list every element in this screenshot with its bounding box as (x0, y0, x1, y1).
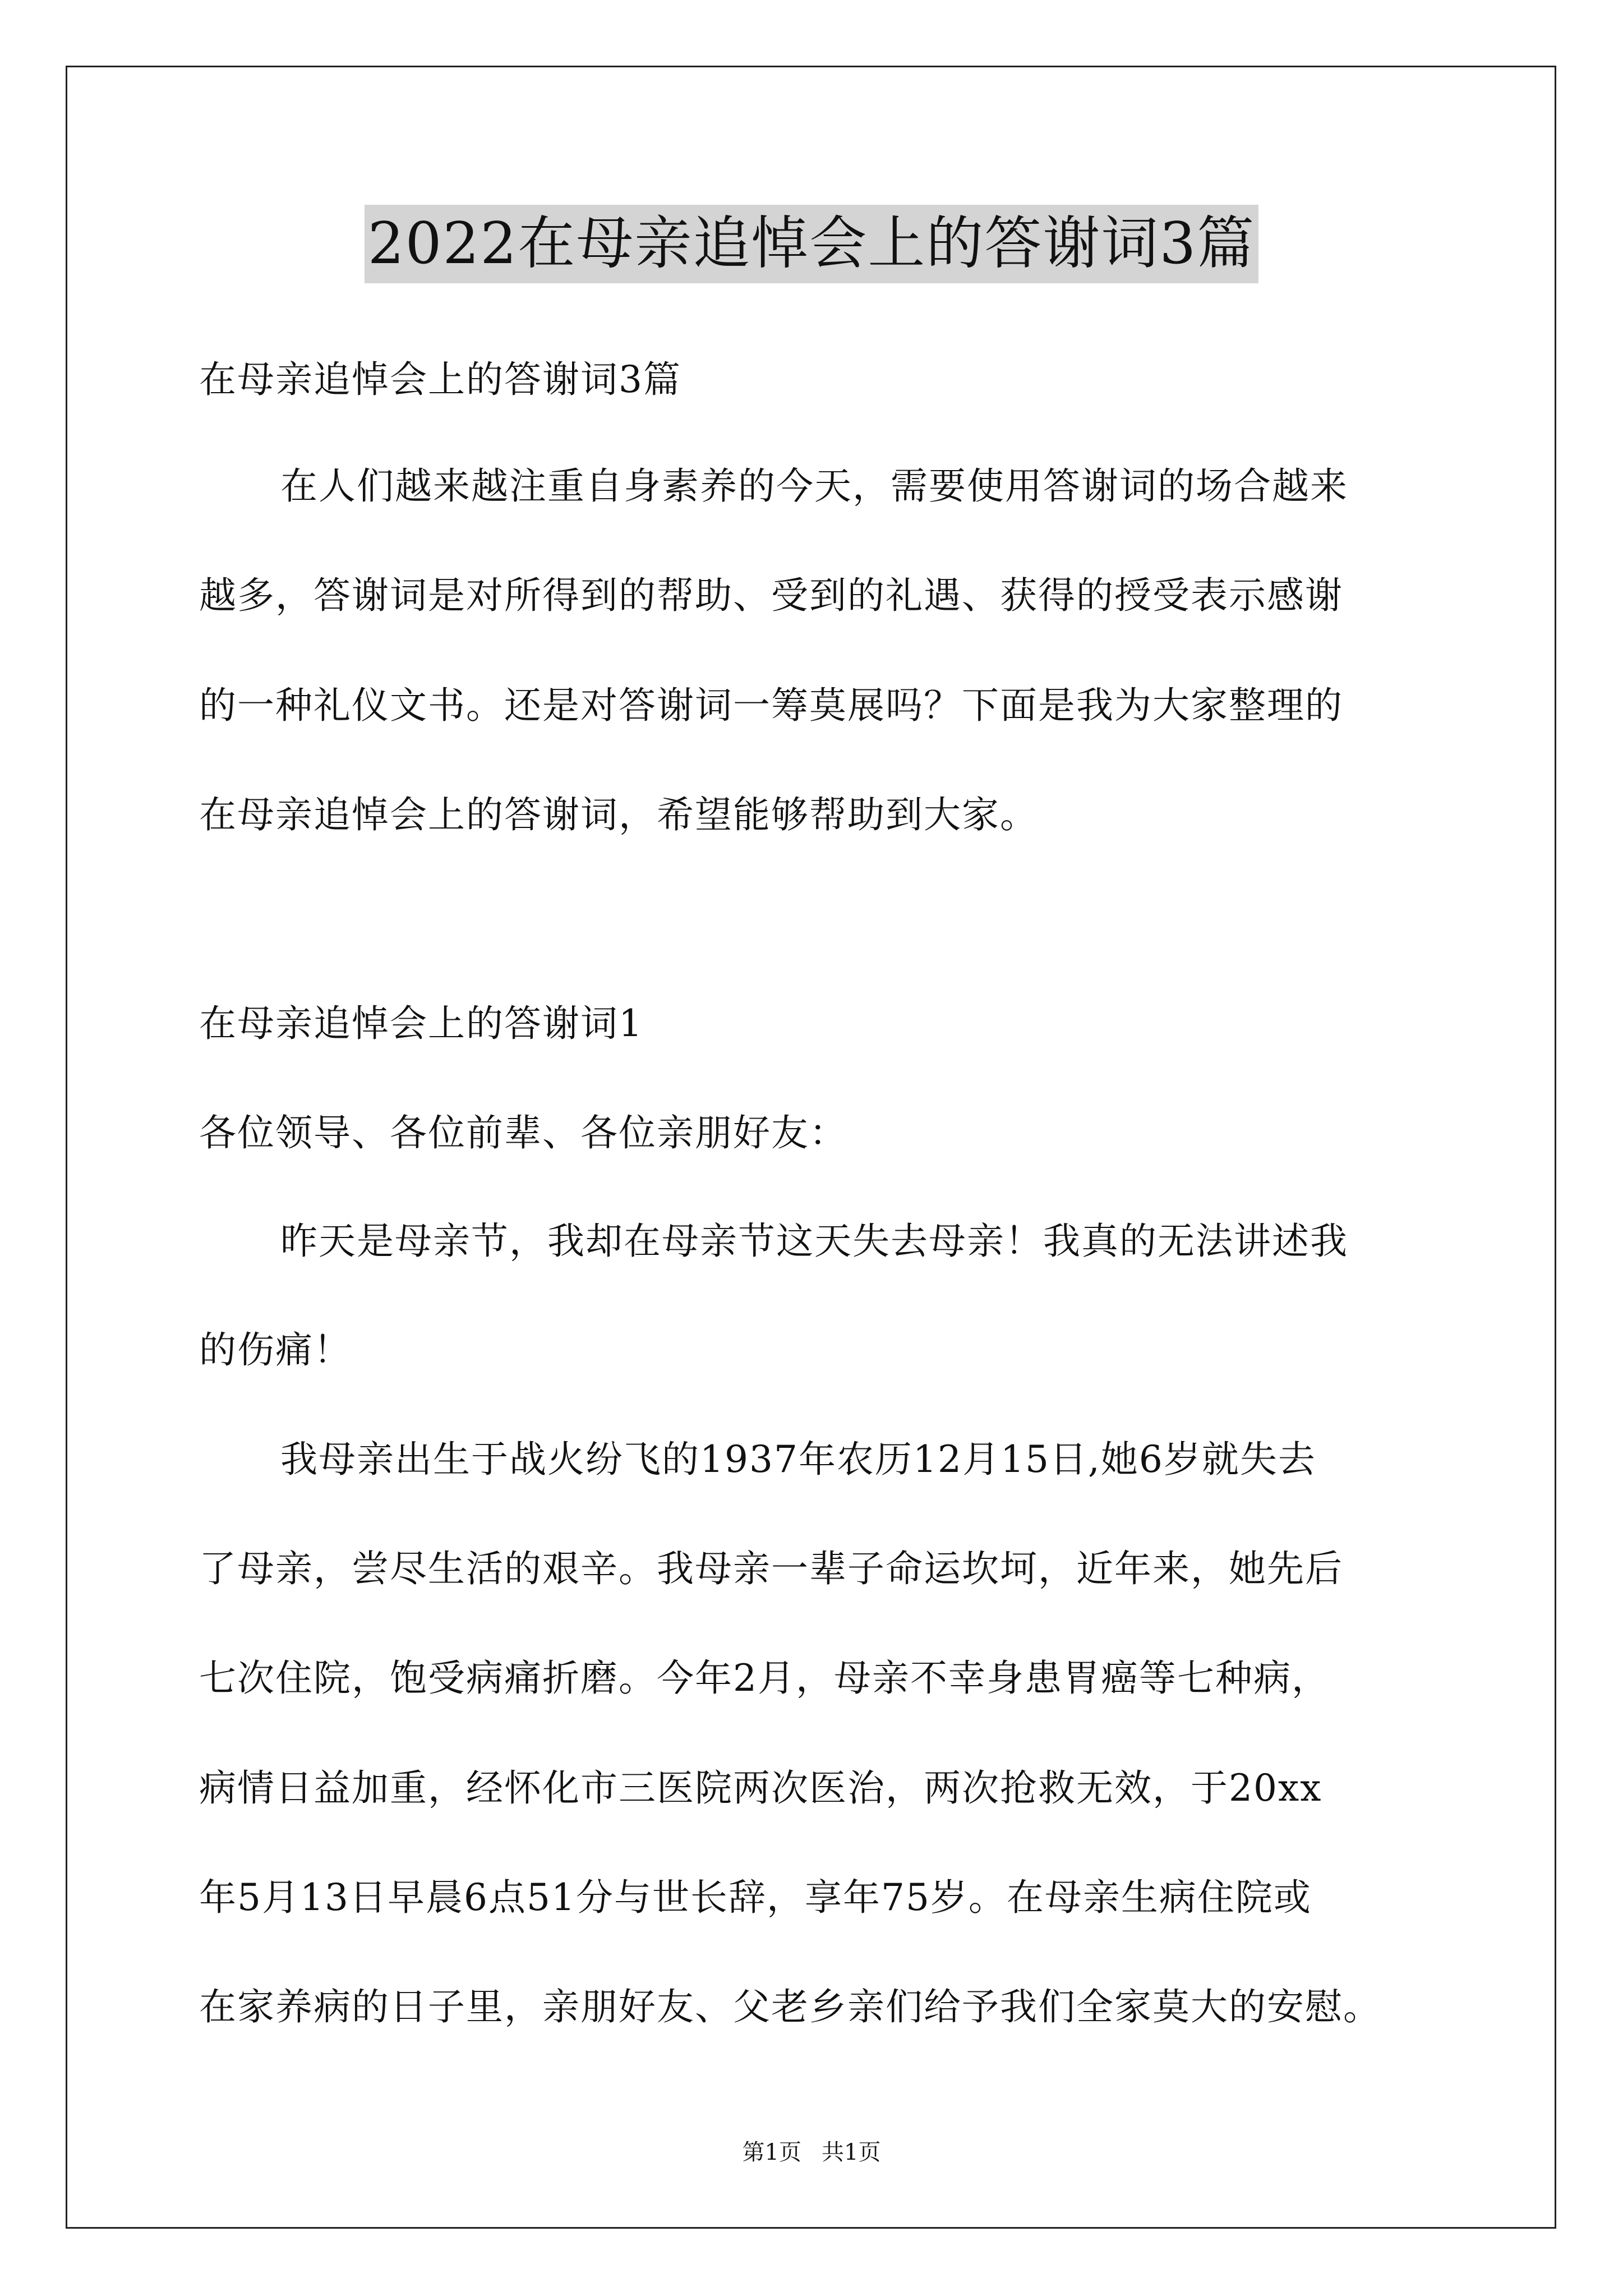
para2-line-1: 我母亲出生于战火纷飞的1937年农历12月15日,她6岁就失去 (280, 1438, 1316, 1481)
para2-line-2: 了母亲，尝尽生活的艰辛。我母亲一辈子命运坎坷，近年来，她先后 (199, 1547, 1343, 1590)
page-footer (0, 2138, 1623, 2166)
document-title: 2022在母亲追悼会上的答谢词3篇 (365, 205, 1258, 283)
intro-line-3: 的一种礼仪文书。还是对答谢词一筹莫展吗？下面是我为大家整理的 (199, 684, 1343, 727)
para1-line-1: 昨天是母亲节，我却在母亲节这天失去母亲！我真的无法讲述我 (280, 1220, 1348, 1263)
page-number: 第1页 (742, 2139, 801, 2165)
intro-line-1: 在人们越来越注重自身素养的今天，需要使用答谢词的场合越来 (280, 464, 1348, 508)
para1-line-2: 的伤痛！ (199, 1328, 352, 1372)
para2-line-5: 年5月13日早晨6点51分与世长辞，享年75岁。在母亲生病住院或 (199, 1876, 1312, 1919)
intro-line-2: 越多，答谢词是对所得到的帮助、受到的礼遇、获得的授受表示感谢 (199, 574, 1343, 617)
page-total: 共1页 (822, 2139, 881, 2165)
intro-line-4: 在母亲追悼会上的答谢词，希望能够帮助到大家。 (199, 793, 1038, 836)
para2-line-6: 在家养病的日子里，亲朋好友、父老乡亲们给予我们全家莫大的安慰。 (199, 1985, 1381, 2028)
title-container (0, 205, 1623, 283)
document-subtitle: 在母亲追悼会上的答谢词3篇 (199, 358, 681, 401)
section-heading: 在母亲追悼会上的答谢词1 (199, 1002, 643, 1045)
para2-line-3: 七次住院，饱受病痛折磨。今年2月，母亲不幸身患胃癌等七种病， (199, 1657, 1330, 1700)
para2-line-4: 病情日益加重，经怀化市三医院两次医治，两次抢救无效，于20xx (199, 1766, 1322, 1810)
salutation: 各位领导、各位前辈、各位亲朋好友： (199, 1111, 847, 1154)
